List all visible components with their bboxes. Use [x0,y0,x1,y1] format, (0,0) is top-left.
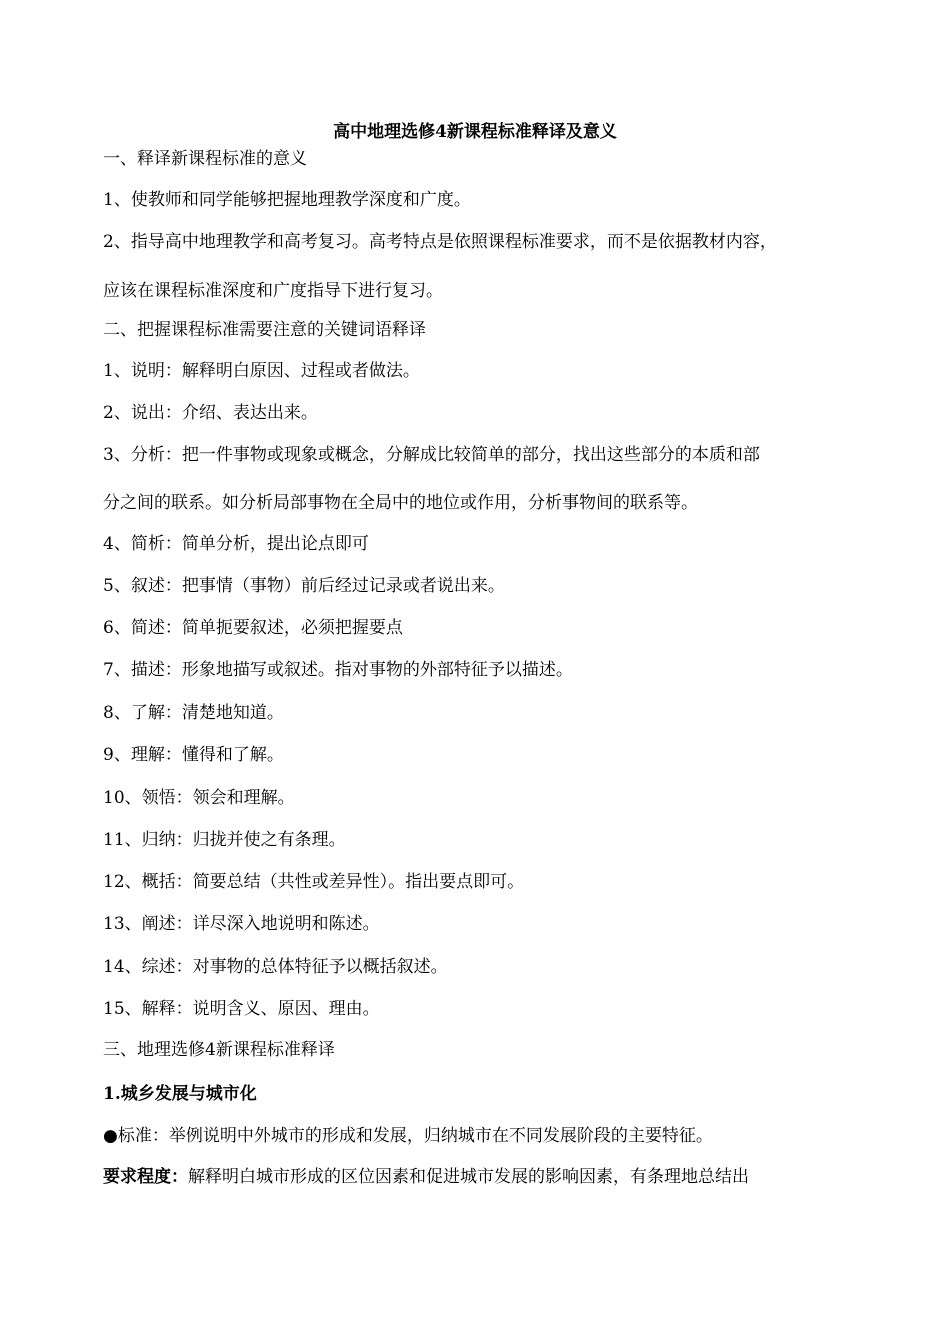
standard-line: ●标准：举例说明中外城市的形成和发展，归纳城市在不同发展阶段的主要特征。 [103,1126,713,1146]
document-title: 高中地理选修4新课程标准释译及意义 [333,122,617,142]
term-item-continuation: 分之间的联系。如分析局部事物在全局中的地位或作用，分析事物间的联系等。 [103,493,698,513]
term-item: 2、说出：介绍、表达出来。 [103,403,318,423]
term-item: 3、分析：把一件事物或现象或概念，分解成比较简单的部分，找出这些部分的本质和部 [103,445,760,465]
term-item: 5、叙述：把事情（事物）前后经过记录或者说出来。 [103,576,505,596]
section-heading-1: 一、释译新课程标准的意义 [103,149,307,169]
subsection-heading: 1.城乡发展与城市化 [103,1084,257,1104]
term-item: 9、理解：懂得和了解。 [103,745,284,765]
term-item: 12、概括：简要总结（共性或差异性）。指出要点即可。 [103,872,525,892]
term-item: 11、归纳：归拢并使之有条理。 [103,830,346,850]
term-item: 6、简述：简单扼要叙述，必须把握要点 [103,618,403,638]
requirement-line [103,1163,749,1191]
section-heading-2: 二、把握课程标准需要注意的关键词语释译 [103,320,426,340]
paragraph-line: 1、使教师和同学能够把握地理教学深度和广度。 [103,190,471,210]
term-item: 10、领悟：领会和理解。 [103,788,295,808]
requirement-text: 解释明白城市形成的区位因素和促进城市发展的影响因素，有条理地总结出 [188,1167,749,1187]
term-item: 8、了解：清楚地知道。 [103,703,284,723]
term-item: 14、综述：对事物的总体特征予以概括叙述。 [103,957,448,977]
requirement-label: 要求程度： [103,1167,188,1187]
term-item: 7、描述：形象地描写或叙述。指对事物的外部特征予以描述。 [103,660,573,680]
term-item: 13、阐述：详尽深入地说明和陈述。 [103,914,380,934]
paragraph-line: 应该在课程标准深度和广度指导下进行复习。 [103,281,443,301]
term-item: 1、说明：解释明白原因、过程或者做法。 [103,361,420,381]
term-item: 15、解释：说明含义、原因、理由。 [103,999,380,1019]
section-heading-3: 三、地理选修4新课程标准释译 [103,1040,335,1060]
paragraph-line: 2、指导高中地理教学和高考复习。高考特点是依照课程标准要求，而不是依据教材内容， [103,232,777,252]
term-item: 4、简析：简单分析，提出论点即可 [103,534,369,554]
